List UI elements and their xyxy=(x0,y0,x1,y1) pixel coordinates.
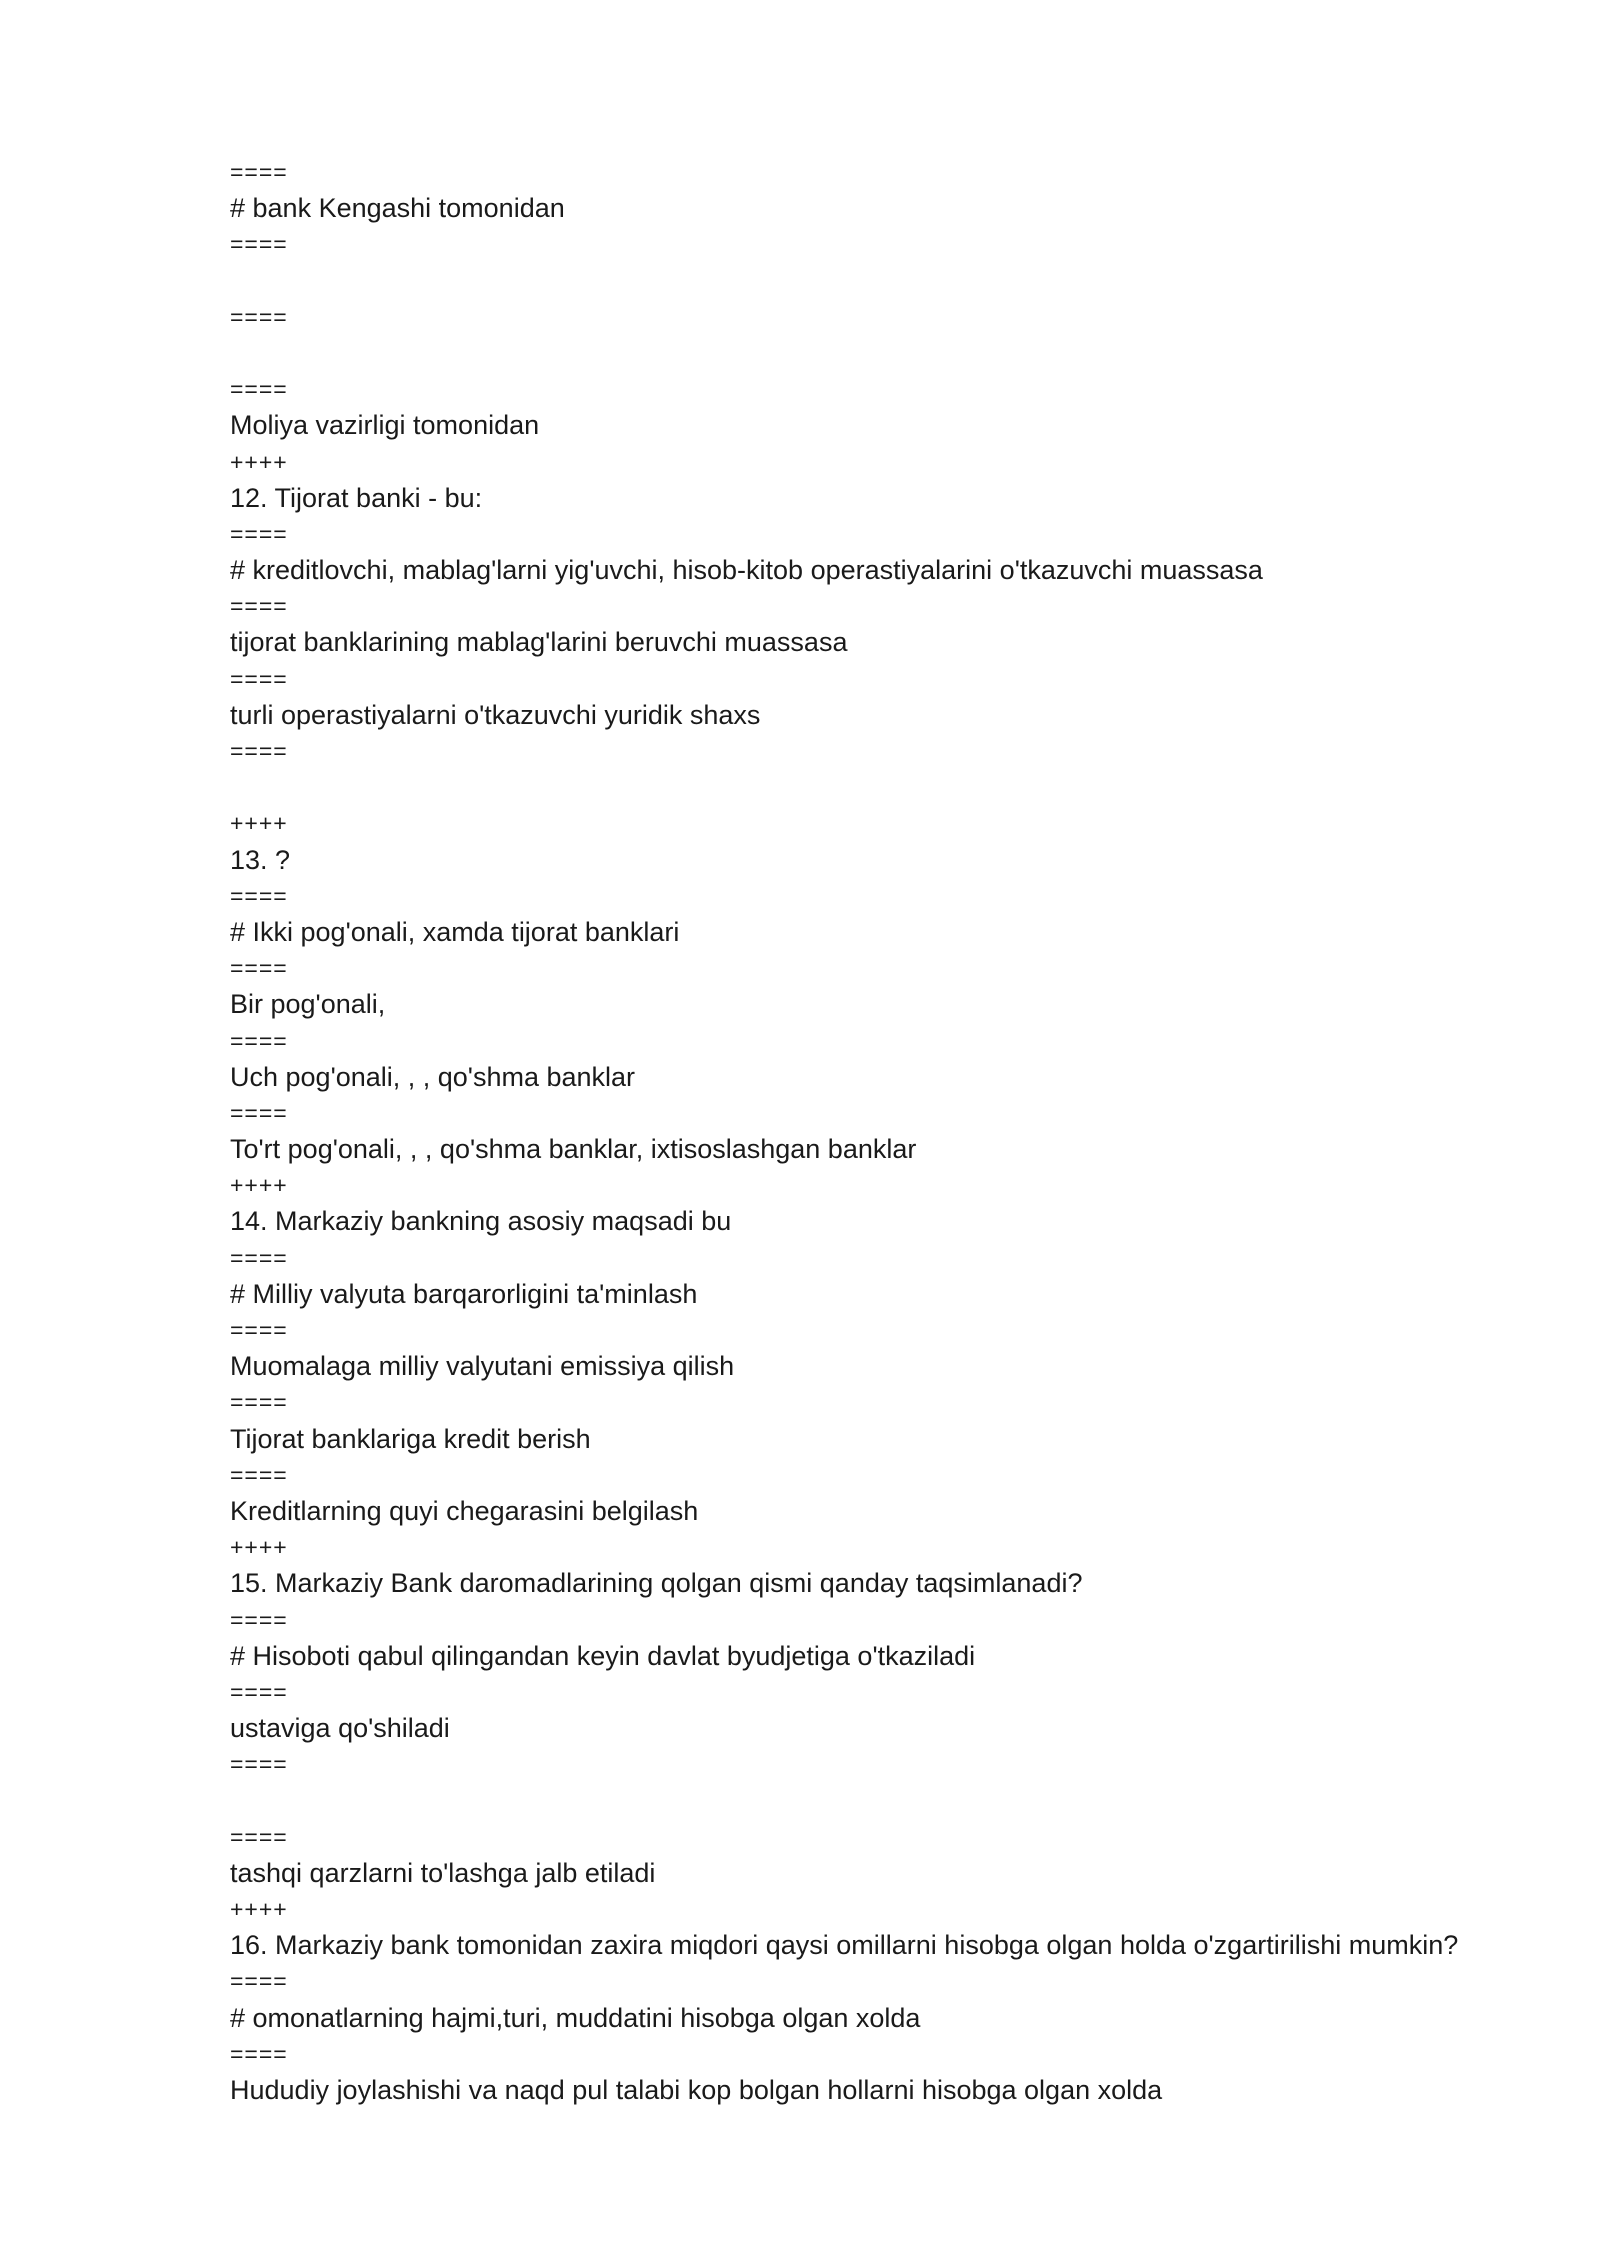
question-text: 13. ? xyxy=(230,844,291,875)
option-separator: ==== xyxy=(230,955,288,982)
question-separator: ++++ xyxy=(230,448,288,475)
option-separator: ==== xyxy=(230,1606,288,1633)
question-text: 15. Markaziy Bank daromadlarining qolgan qismi qanday taqsimlanadi? xyxy=(230,1568,1083,1599)
question-separator: ++++ xyxy=(230,810,288,837)
correct-answer-option: # bank Kengashi tomonidan xyxy=(230,193,565,224)
answer-option: ustaviga qo'shiladi xyxy=(230,1713,450,1744)
answer-option: To'rt pog'onali, , , qo'shma banklar, ixtisoslashgan banklar xyxy=(230,1134,917,1165)
option-separator: ==== xyxy=(230,1461,288,1488)
answer-option: Hududiy joylashishi va naqd pul talabi kop bolgan hollarni hisobga olgan xolda xyxy=(230,2074,1163,2105)
answer-option: tijorat banklarining mablag'larini beruvchi muassasa xyxy=(230,627,848,658)
answer-option: Kreditlarning quyi chegarasini belgilash xyxy=(230,1495,699,1526)
option-separator: ==== xyxy=(230,1317,288,1343)
question-separator: ++++ xyxy=(230,1534,288,1561)
question-text: 14. Markaziy bankning asosiy maqsadi bu xyxy=(230,1206,732,1237)
question-separator: ++++ xyxy=(230,1172,288,1199)
correct-answer-option: # kreditlovchi, mablag'larni yig'uvchi, hisob-kitob operastiyalarini o'tkazuvchi muassasa xyxy=(230,555,1263,586)
blank-line xyxy=(230,335,1550,371)
question-separator: ++++ xyxy=(230,1896,288,1922)
document-text xyxy=(230,154,1550,2108)
correct-answer-option: # Ikki pog'onali, xamda tijorat banklari xyxy=(230,916,680,947)
answer-option: Tijorat banklariga kredit berish xyxy=(230,1423,591,1454)
correct-answer-option: # omonatlarning hajmi,turi, muddatini hisobga olgan xolda xyxy=(230,2002,921,2033)
answer-option: Moliya vazirligi tomonidan xyxy=(230,410,540,441)
answer-option: Muomalaga milliy valyutani emissiya qilish xyxy=(230,1351,735,1382)
answer-option: tashqi qarzlarni to'lashga jalb etiladi xyxy=(230,1857,656,1888)
correct-answer-option: # Milliy valyuta barqarorligini ta'minlash xyxy=(230,1278,698,1309)
option-separator: ==== xyxy=(230,1099,288,1126)
option-separator: ==== xyxy=(230,882,288,909)
question-text: 16. Markaziy bank tomonidan zaxira miqdori qaysi omillarni hisobga olgan holda o'zgartirilishi mumkin? xyxy=(230,1930,1459,1961)
correct-answer-option: # Hisoboti qabul qilingandan keyin davlat byudjetiga o'tkaziladi xyxy=(230,1640,976,1671)
option-separator: ==== xyxy=(230,520,288,547)
option-separator: ==== xyxy=(230,1823,288,1850)
option-separator: ==== xyxy=(230,376,288,403)
answer-option: Uch pog'onali, , , qo'shma banklar xyxy=(230,1061,636,1092)
option-separator: ==== xyxy=(230,1389,288,1416)
option-separator: ==== xyxy=(230,738,288,764)
blank-line xyxy=(230,1782,1550,1818)
option-separator: ==== xyxy=(230,1244,288,1271)
option-separator: ==== xyxy=(230,2040,288,2067)
blank-line xyxy=(230,769,1550,805)
option-separator: ==== xyxy=(230,231,288,258)
option-separator: ==== xyxy=(230,1968,288,1995)
answer-option: Bir pog'onali, xyxy=(230,989,386,1020)
answer-option: turli operastiyalarni o'tkazuvchi yuridik shaxs xyxy=(230,699,761,730)
option-separator: ==== xyxy=(230,593,288,620)
option-separator: ==== xyxy=(230,665,288,692)
option-separator: ==== xyxy=(230,303,288,330)
blank-line xyxy=(230,263,1550,299)
option-separator: ==== xyxy=(230,1678,288,1705)
question-text: 12. Tijorat banki - bu: xyxy=(230,482,483,513)
option-separator: ==== xyxy=(230,1751,288,1778)
option-separator: ==== xyxy=(230,159,288,185)
option-separator: ==== xyxy=(230,1027,288,1054)
